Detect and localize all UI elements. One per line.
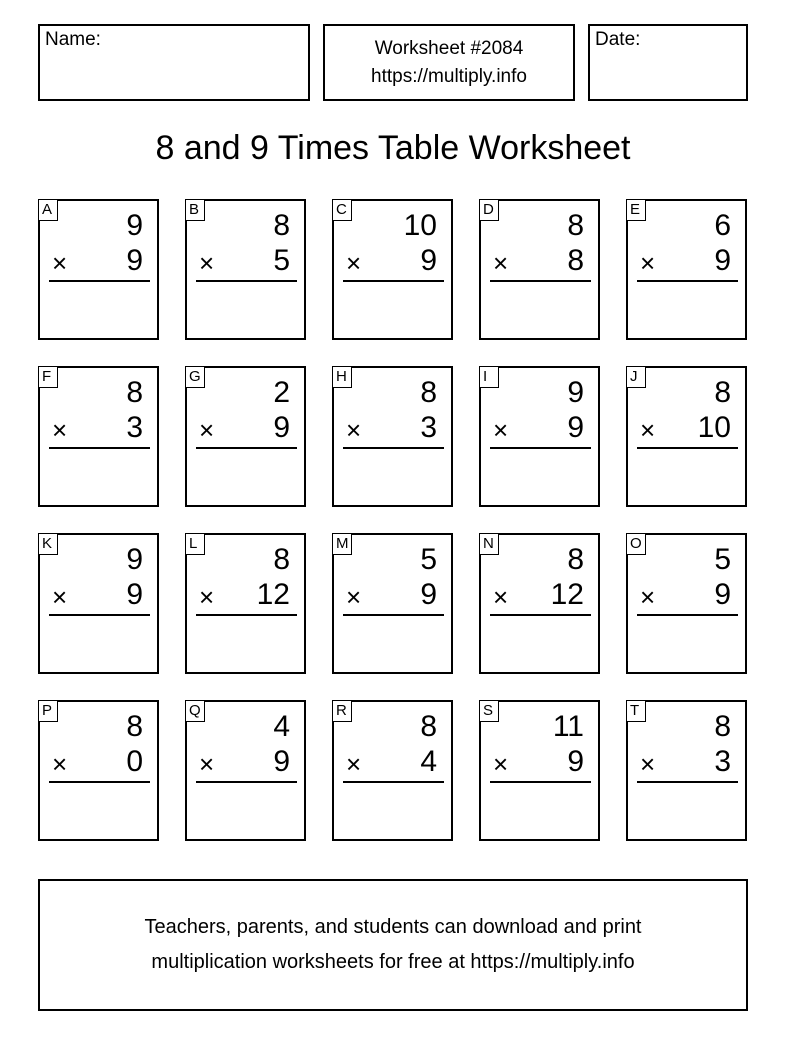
multiplicand: 5 [420, 543, 437, 576]
multiplicand: 8 [567, 209, 584, 242]
times-sign: × [640, 749, 656, 779]
problem-label: J [626, 366, 646, 388]
problem-label: G [185, 366, 205, 388]
answer-line [196, 781, 297, 783]
times-sign: × [52, 415, 68, 445]
problem-card[interactable] [38, 700, 159, 841]
problem-card[interactable] [185, 533, 306, 674]
worksheet-url: https://multiply.info [371, 65, 527, 87]
problem-card[interactable] [332, 366, 453, 507]
problem-label: R [332, 700, 352, 722]
multiplicand: 8 [273, 543, 290, 576]
problem-label: P [38, 700, 58, 722]
times-sign: × [640, 582, 656, 612]
answer-line [490, 781, 591, 783]
times-sign: × [52, 248, 68, 278]
times-sign: × [493, 582, 509, 612]
problem-card[interactable] [38, 533, 159, 674]
multiplier: 0 [126, 745, 143, 778]
problem-card[interactable] [626, 533, 747, 674]
multiplicand: 8 [420, 710, 437, 743]
times-sign: × [199, 248, 215, 278]
problem-card[interactable] [332, 533, 453, 674]
times-sign: × [346, 749, 362, 779]
answer-line [637, 447, 738, 449]
problem-card[interactable] [479, 199, 600, 340]
times-sign: × [346, 248, 362, 278]
times-sign: × [346, 415, 362, 445]
multiplier: 9 [420, 578, 437, 611]
times-sign: × [640, 248, 656, 278]
answer-line [637, 280, 738, 282]
answer-line [196, 614, 297, 616]
multiplier: 9 [126, 578, 143, 611]
answer-line [490, 447, 591, 449]
problem-card[interactable] [626, 199, 747, 340]
answer-line [49, 280, 150, 282]
multiplier: 9 [567, 745, 584, 778]
times-sign: × [346, 582, 362, 612]
footer-line-1: Teachers, parents, and students can download and print [144, 916, 642, 938]
problem-card[interactable] [38, 366, 159, 507]
answer-line [196, 447, 297, 449]
problem-label: K [38, 533, 58, 555]
problem-label: T [626, 700, 646, 722]
multiplicand: 8 [273, 209, 290, 242]
problem-label: S [479, 700, 499, 722]
multiplicand: 9 [126, 209, 143, 242]
multiplier: 3 [420, 411, 437, 444]
answer-line [196, 280, 297, 282]
multiplicand: 8 [420, 376, 437, 409]
name-box[interactable] [38, 24, 310, 101]
multiplier: 9 [273, 411, 290, 444]
problem-card[interactable] [332, 700, 453, 841]
times-sign: × [199, 749, 215, 779]
problem-label: E [626, 199, 646, 221]
problem-label: A [38, 199, 58, 221]
answer-line [490, 280, 591, 282]
problem-card[interactable] [626, 366, 747, 507]
worksheet-info-box [323, 24, 575, 101]
problem-label: O [626, 533, 646, 555]
multiplier: 8 [567, 244, 584, 277]
problem-label: M [332, 533, 352, 555]
problem-card[interactable] [332, 199, 453, 340]
footer-line-2: multiplication worksheets for free at https://multiply.info [151, 951, 635, 973]
worksheet-number: Worksheet #2084 [374, 37, 524, 59]
problem-label: D [479, 199, 499, 221]
multiplicand: 11 [552, 710, 584, 743]
answer-line [637, 781, 738, 783]
problem-label: Q [185, 700, 205, 722]
problem-card[interactable] [38, 199, 159, 340]
multiplier: 9 [420, 244, 437, 277]
problem-card[interactable] [185, 199, 306, 340]
footer-box [38, 879, 748, 1011]
answer-line [49, 614, 150, 616]
multiplier: 9 [273, 745, 290, 778]
answer-line [49, 447, 150, 449]
problem-card[interactable] [479, 700, 600, 841]
date-label: Date: [595, 29, 641, 50]
problem-label: I [479, 366, 499, 388]
multiplier: 12 [550, 578, 584, 611]
multiplicand: 8 [126, 376, 143, 409]
problem-label: C [332, 199, 352, 221]
page-title: 8 and 9 Times Table Worksheet [155, 129, 631, 167]
multiplier: 12 [256, 578, 290, 611]
answer-line [490, 614, 591, 616]
multiplicand: 6 [714, 209, 731, 242]
multiplicand: 9 [567, 376, 584, 409]
multiplier: 9 [714, 244, 731, 277]
multiplicand: 2 [273, 376, 290, 409]
multiplier: 3 [714, 745, 731, 778]
problem-label: F [38, 366, 58, 388]
problem-card[interactable] [479, 533, 600, 674]
times-sign: × [493, 415, 509, 445]
answer-line [343, 447, 444, 449]
times-sign: × [493, 248, 509, 278]
multiplier: 9 [714, 578, 731, 611]
multiplicand: 8 [126, 710, 143, 743]
multiplier: 10 [697, 411, 731, 444]
answer-line [343, 614, 444, 616]
answer-line [637, 614, 738, 616]
times-sign: × [640, 415, 656, 445]
answer-line [49, 781, 150, 783]
multiplicand: 5 [714, 543, 731, 576]
multiplier: 4 [420, 745, 437, 778]
problem-label: L [185, 533, 205, 555]
multiplicand: 8 [714, 710, 731, 743]
answer-line [343, 781, 444, 783]
problem-label: H [332, 366, 352, 388]
problem-label: B [185, 199, 205, 221]
multiplier: 9 [126, 244, 143, 277]
multiplier: 9 [567, 411, 584, 444]
problem-label: N [479, 533, 499, 555]
problem-card[interactable] [626, 700, 747, 841]
problem-card[interactable] [185, 366, 306, 507]
problem-card[interactable] [479, 366, 600, 507]
multiplicand: 10 [403, 209, 437, 242]
multiplicand: 8 [714, 376, 731, 409]
times-sign: × [199, 582, 215, 612]
times-sign: × [199, 415, 215, 445]
problem-card[interactable] [185, 700, 306, 841]
multiplier: 3 [126, 411, 143, 444]
multiplicand: 8 [567, 543, 584, 576]
answer-line [343, 280, 444, 282]
times-sign: × [493, 749, 509, 779]
multiplier: 5 [273, 244, 290, 277]
times-sign: × [52, 582, 68, 612]
times-sign: × [52, 749, 68, 779]
name-label: Name: [45, 29, 101, 50]
date-box[interactable] [588, 24, 748, 101]
multiplicand: 4 [273, 710, 290, 743]
multiplicand: 9 [126, 543, 143, 576]
